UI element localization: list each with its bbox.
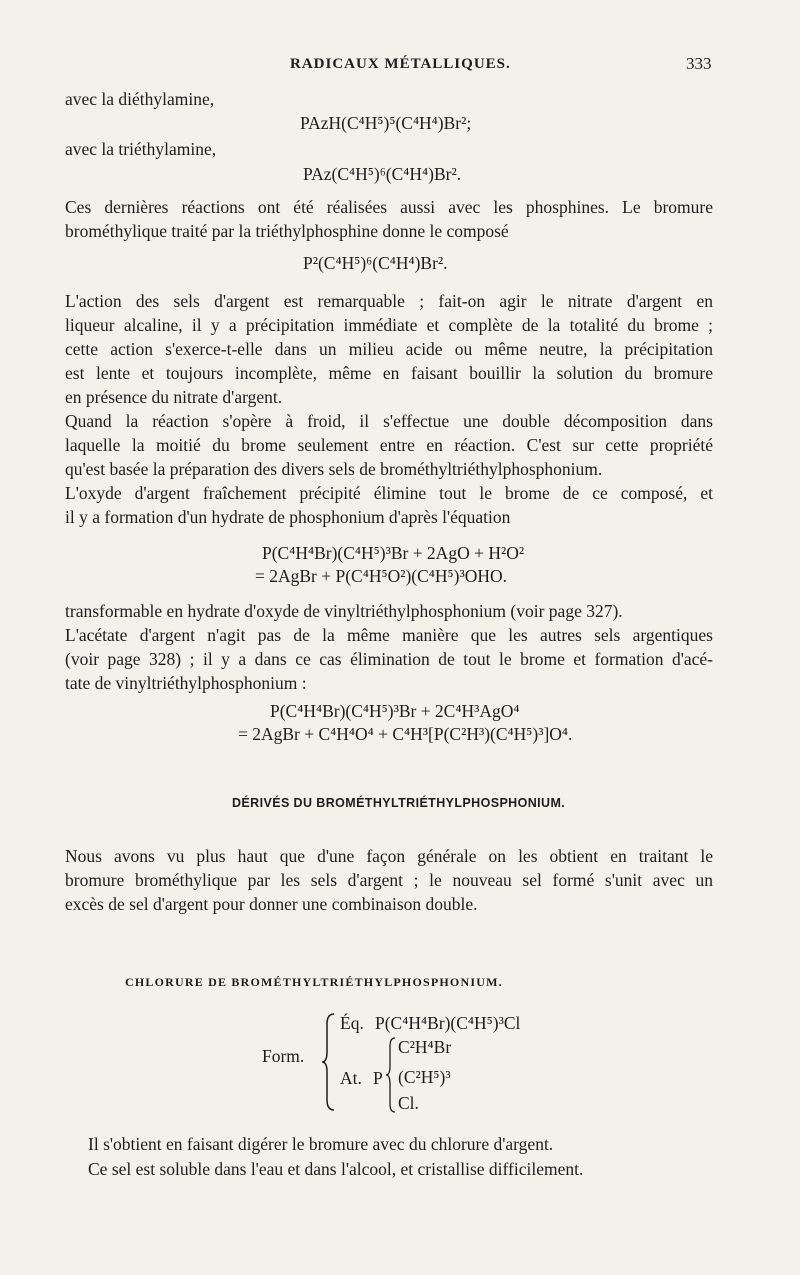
eq-label: Éq.: [340, 1013, 364, 1033]
formula-line: PAz(C⁴H⁵)⁶(C⁴H⁴)Br².: [303, 164, 462, 184]
formula-line: P(C⁴H⁴Br)(C⁴H⁵)³Br + 2C⁴H³AgO⁴: [270, 701, 520, 721]
section-heading: DÉRIVÉS DU BROMÉTHYLTRIÉTHYLPHOSPHONIUM.: [232, 796, 566, 810]
page-number: 333: [686, 54, 712, 73]
text-line: cette action s'exerce-t-elle dans un milieu acide ou même neutre, la précipitation: [65, 339, 713, 359]
running-header: [0, 50, 800, 80]
text-line: excès de sel d'argent pour donner une combinaison double.: [65, 894, 478, 914]
text-line: (voir page 328) ; il y a dans ce cas élimination de tout le brome et formation d'acé-: [65, 649, 713, 669]
text-line: avec la diéthylamine,: [65, 89, 215, 109]
subsection-heading: CHLORURE DE BROMÉTHYLTRIÉTHYLPHOSPHONIUM.: [125, 975, 503, 989]
text-line: Il s'obtient en faisant digérer le bromure avec du chlorure d'argent.: [88, 1134, 554, 1154]
form-label: Form.: [262, 1046, 305, 1066]
text-line: transformable en hydrate d'oxyde de vinyltriéthylphosphonium (voir page 327).: [65, 601, 623, 621]
text-line: est lente et toujours incomplète, même en faisant bouillir la solution du bromure: [65, 363, 713, 383]
text-line: tate de vinyltriéthylphosphonium :: [65, 673, 307, 693]
text-line: L'action des sels d'argent est remarquable ; fait-on agir le nitrate d'argent en: [65, 291, 713, 311]
running-title: RADICAUX MÉTALLIQUES.: [290, 56, 511, 72]
formula-line: P(C⁴H⁴Br)(C⁴H⁵)³Br + 2AgO + H²O²: [262, 543, 525, 563]
text-line: bromure brométhylique par les sels d'argent ; le nouveau sel formé s'unit avec un: [65, 870, 713, 890]
text-line: brométhylique traité par la triéthylphosphine donne le composé: [65, 221, 509, 241]
formula-at-1: C²H⁴Br: [398, 1037, 452, 1057]
brace-icon: [322, 1012, 336, 1112]
at-element: P: [373, 1068, 383, 1088]
brace-icon: [386, 1036, 396, 1114]
text-line: il y a formation d'un hydrate de phosphonium d'après l'équation: [65, 507, 511, 527]
text-line: Ces dernières réactions ont été réalisées aussi avec les phosphines. Le bromure: [65, 197, 713, 217]
text-line: qu'est basée la préparation des divers sels de brométhyltriéthylphosphonium.: [65, 459, 603, 479]
text-line: en présence du nitrate d'argent.: [65, 387, 283, 407]
text-line: Quand la réaction s'opère à froid, il s'effectue une double décomposition dans: [65, 411, 713, 431]
text-line: laquelle la moitié du brome seulement entre en réaction. C'est sur cette propriété: [65, 435, 713, 455]
text-line: Nous avons vu plus haut que d'une façon générale on les obtient en traitant le: [65, 846, 713, 866]
text-line: L'oxyde d'argent fraîchement précipité élimine tout le brome de ce composé, et: [65, 483, 713, 503]
formula-at-2: (C²H⁵)³: [398, 1067, 451, 1087]
text-line: Ce sel est soluble dans l'eau et dans l'alcool, et cristallise difficilement.: [88, 1159, 584, 1179]
formula-line: P²(C⁴H⁵)⁶(C⁴H⁴)Br².: [303, 253, 448, 273]
text-line: L'acétate d'argent n'agit pas de la même manière que les autres sels argentiques: [65, 625, 713, 645]
formula-line: = 2AgBr + C⁴H⁴O⁴ + C⁴H³[P(C²H³)(C⁴H⁵)³]O⁴.: [238, 724, 573, 744]
formula-at-3: Cl.: [398, 1093, 419, 1113]
formula-line: PAzH(C⁴H⁵)⁵(C⁴H⁴)Br²;: [300, 113, 472, 133]
text-line: liqueur alcaline, il y a précipitation immédiate et complète de la totalité du brome ;: [65, 315, 713, 335]
formula-line: = 2AgBr + P(C⁴H⁵O²)(C⁴H⁵)³OHO.: [255, 566, 507, 586]
text-line: avec la triéthylamine,: [65, 139, 217, 159]
formula-eq: P(C⁴H⁴Br)(C⁴H⁵)³Cl: [375, 1013, 521, 1033]
at-label: At.: [340, 1068, 362, 1088]
